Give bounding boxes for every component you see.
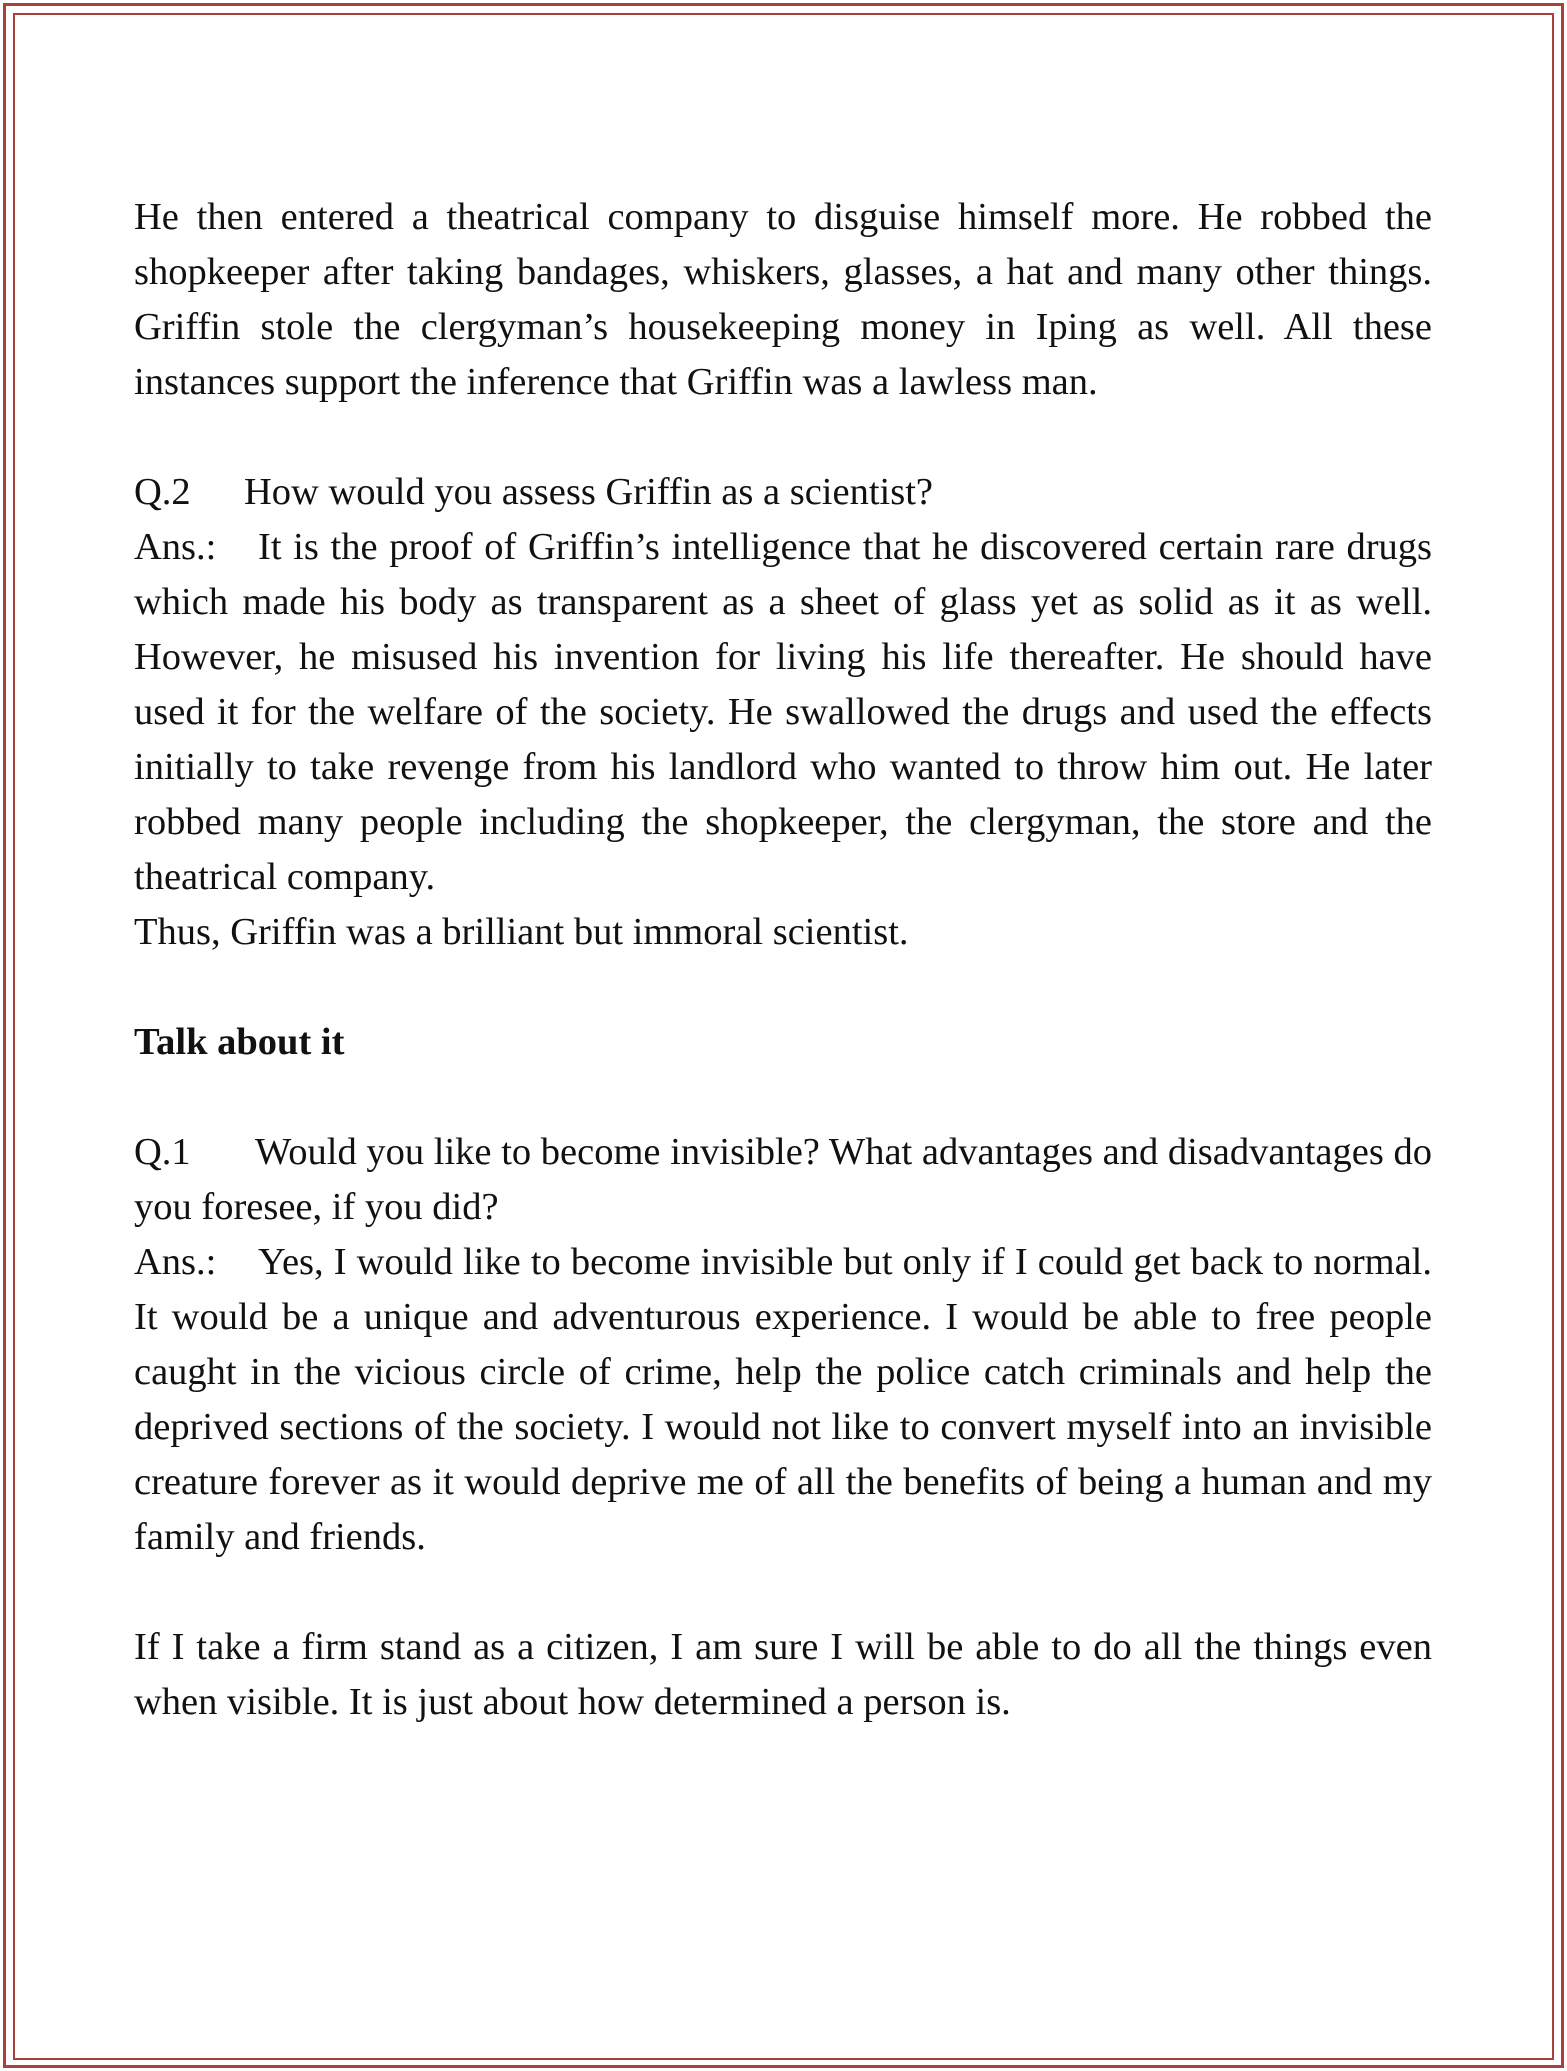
q2-conclusion: Thus, Griffin was a brilliant but immoral scientist.: [134, 911, 909, 953]
q1-question: [134, 1125, 1432, 1235]
spacer: [134, 960, 1432, 1015]
q2-answer: [134, 520, 1432, 905]
section-heading: Talk about it: [134, 1021, 345, 1063]
q1-question-text: Would you like to become invisible? What advantages and disadvantages do you foresee, if you did?: [134, 1131, 1432, 1228]
q1-answer-label: Ans.:: [134, 1241, 217, 1283]
q1-answer: [134, 1235, 1432, 1565]
q2-question: [134, 465, 1432, 520]
q2-number: Q.2: [134, 471, 191, 513]
spacer: [134, 1565, 1432, 1620]
q2-answer-label: Ans.:: [134, 526, 217, 568]
q1-number: Q.1: [134, 1131, 191, 1173]
spacer: [134, 1070, 1432, 1125]
spacer: [134, 410, 1432, 465]
page-content: [134, 190, 1432, 1730]
q2-question-text: How would you assess Griffin as a scientist?: [244, 471, 933, 513]
q2-answer-text: It is the proof of Griffin’s intelligence that he discovered certain rare drugs which made his body as transparent as a sheet of glass yet as solid as it as well. However, he misused his invention for living his life thereafter. He should have used it for the welfare of the society. He swallowed the drugs and used the effects initially to take revenge from his landlord who wanted to throw him out. He later robbed many people including the shopkeeper, the clergyman, the store and the theatrical company.: [134, 526, 1432, 898]
q1-answer-text: Yes, I would like to become invisible but only if I could get back to normal. It would be a unique and adventurous experience. I would be able to free people caught in the vicious circle of crime, help the police catch criminals and help the deprived sections of the society. I would not like to convert myself into an invisible creature forever as it would deprive me of all the benefits of being a human and my family and friends.: [134, 1241, 1432, 1558]
intro-paragraph: He then entered a theatrical company to disguise himself more. He robbed the shopkeeper after taking bandages, whiskers, glasses, a hat and many other things. Griffin stole the clergyman’s housekeeping money in Iping as well. All these instances support the inference that Griffin was a lawless man.: [134, 196, 1432, 403]
q1-closing: If I take a firm stand as a citizen, I am sure I will be able to do all the things even when visible. It is just about how determined a person is.: [134, 1626, 1432, 1723]
